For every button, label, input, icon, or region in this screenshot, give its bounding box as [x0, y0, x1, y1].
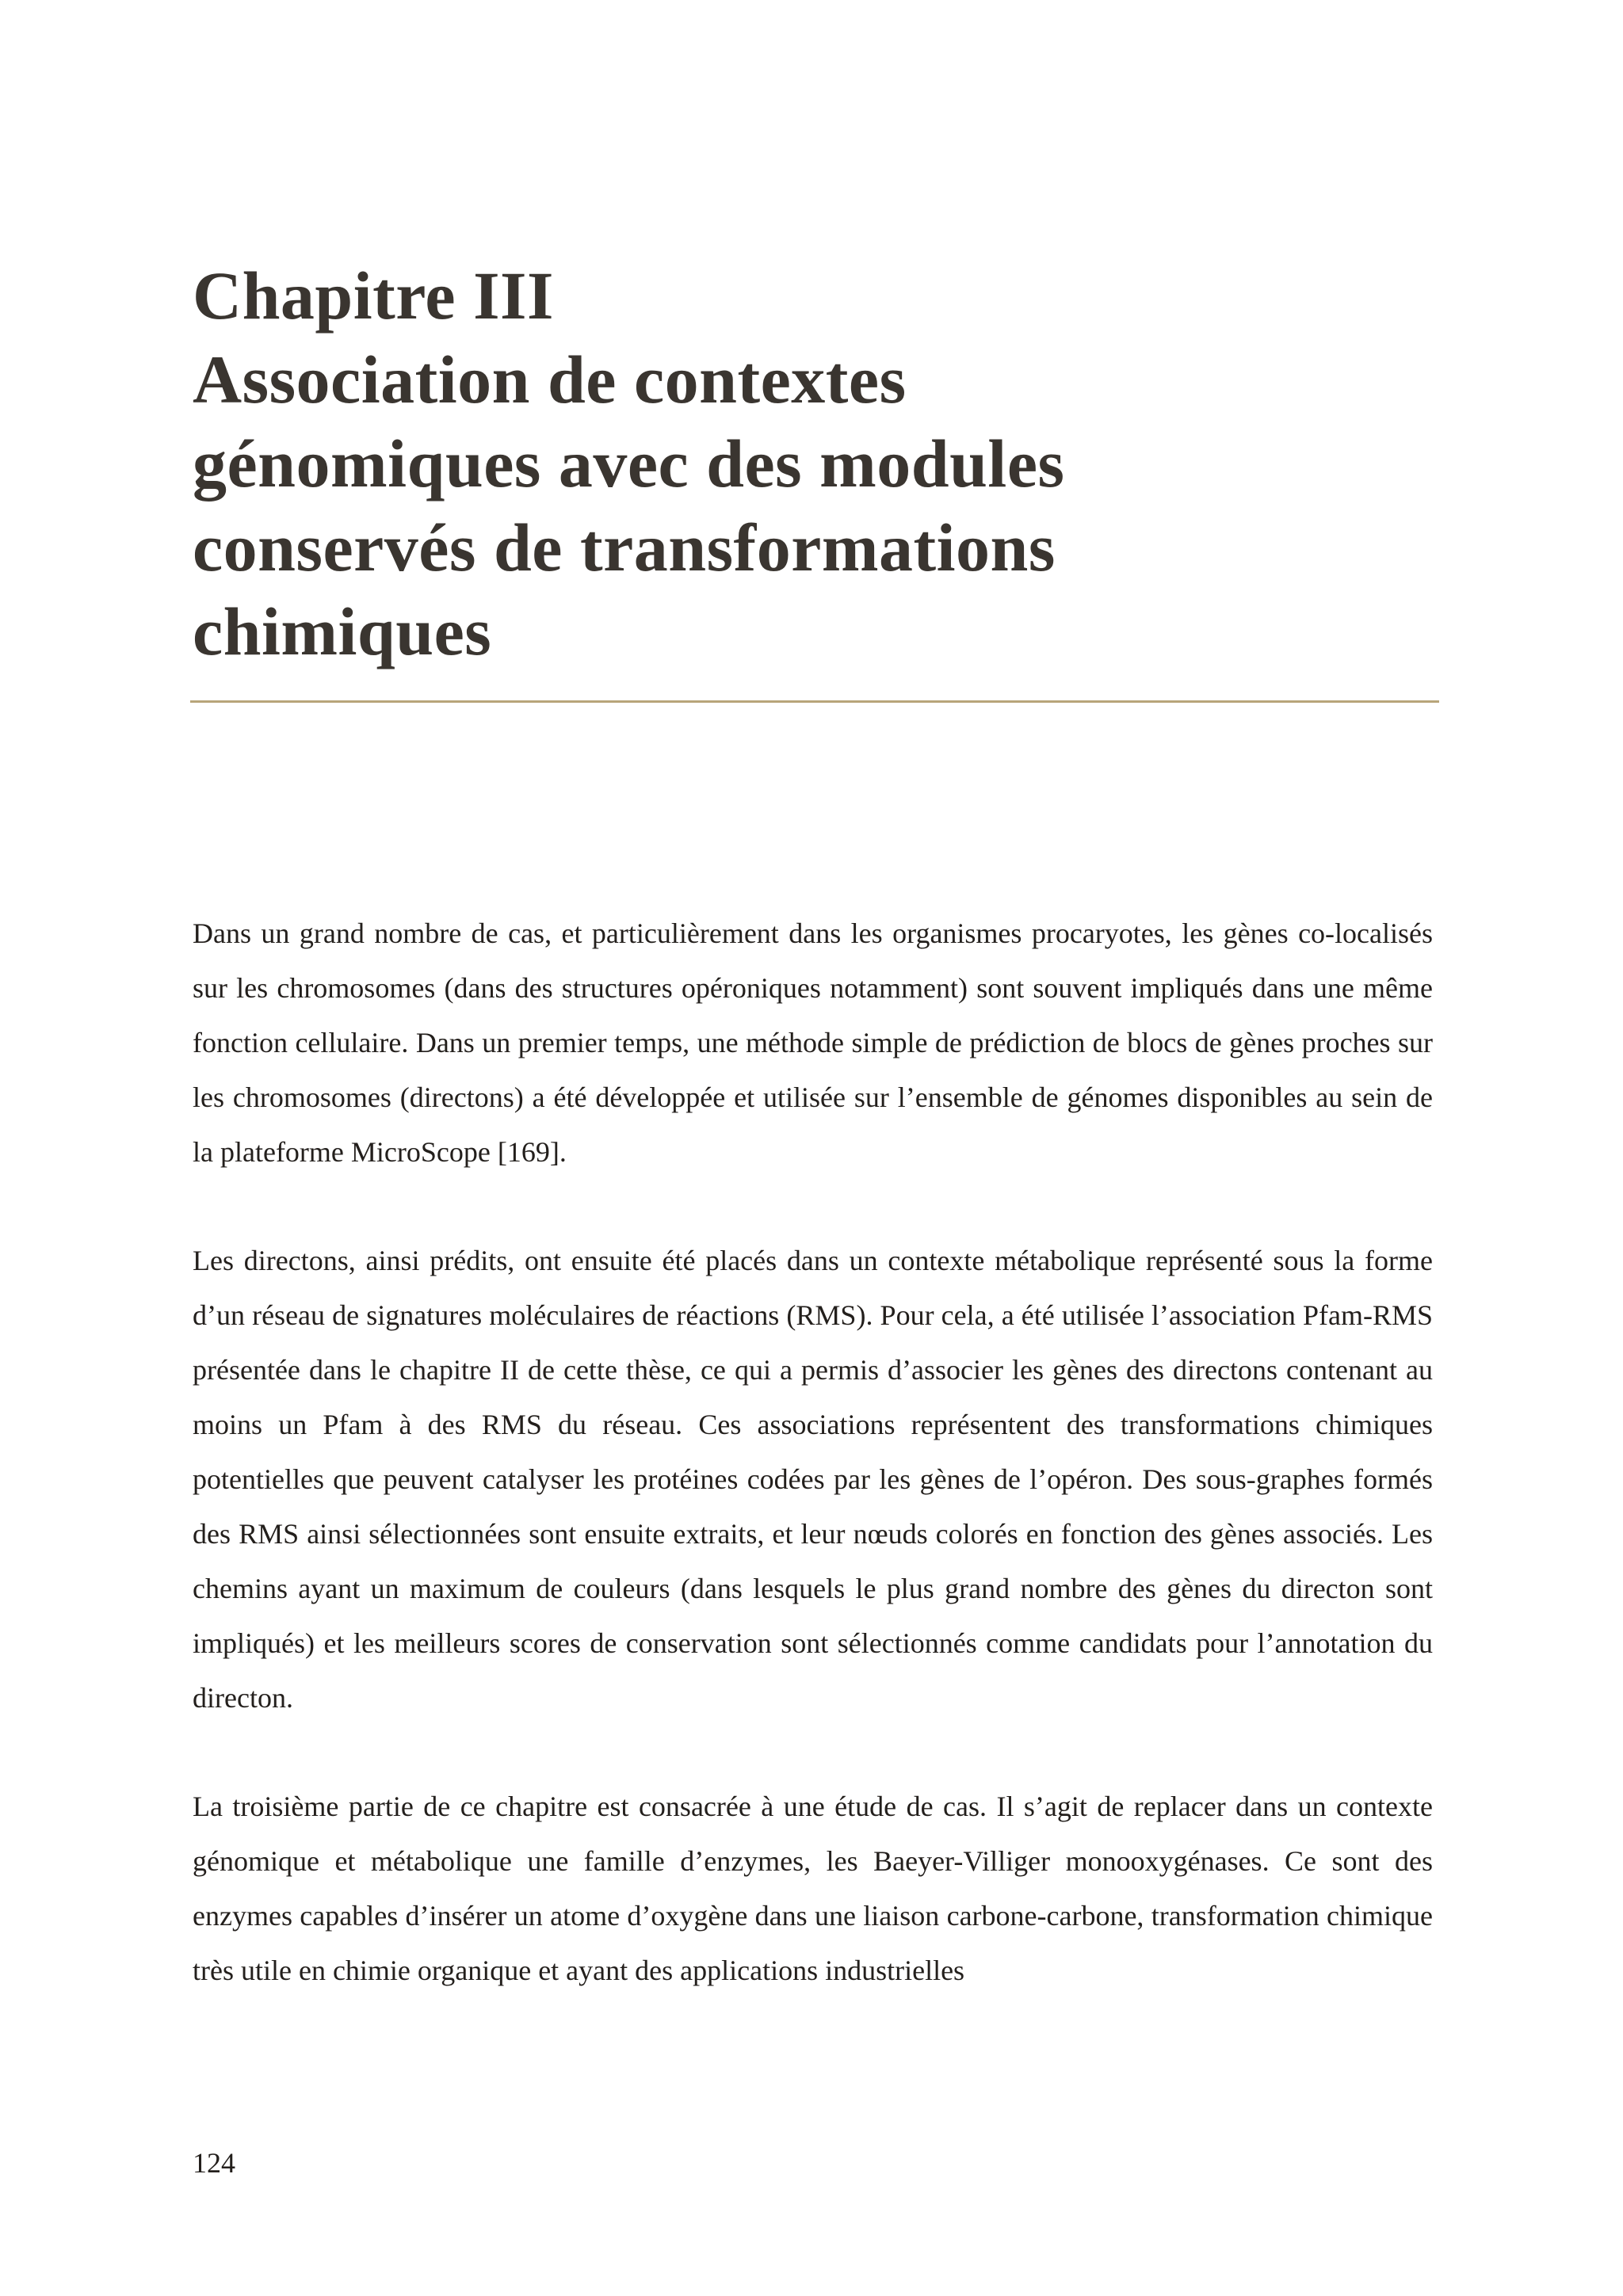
title-divider — [190, 700, 1439, 703]
paragraph: Les directons, ainsi prédits, ont ensuite été placés dans un contexte métabolique représenté sous la forme d’un réseau de signatures moléculaires de réactions (RMS). Pour cela, a été utilisée l’association Pfam-RMS présentée dans le chapitre II de cette thèse, ce qui a permis d’associer les gènes des directons contenant au moins un Pfam à des RMS du réseau. Ces associations représentent des transformations chimiques potentielles que peuvent catalyser les protéines codées par les gènes de l’opéron. Des sous-graphes formés des RMS ainsi sélectionnées sont ensuite extraits, et leur nœuds colorés en fonction des gènes associés. Les chemins ayant un maximum de couleurs (dans lesquels le plus grand nombre des gènes du directon sont impliqués) et les meilleurs scores de conservation sont sélectionnés comme candidats pour l’annotation du directon. — [193, 1245, 1433, 1714]
chapter-title-line: génomiques avec des modules — [193, 425, 1065, 502]
page-number: 124 — [193, 2147, 235, 2179]
chapter-title-line: chimiques — [193, 593, 492, 669]
chapter-label: Chapitre III — [193, 257, 554, 334]
chapter-header — [193, 254, 1437, 673]
chapter-title-line: Association de contextes — [193, 341, 907, 418]
chapter-title — [193, 254, 1437, 673]
body-text — [193, 906, 1433, 2052]
paragraph: La troisième partie de ce chapitre est consacrée à une étude de cas. Il s’agit de replacer dans un contexte génomique et métabolique une famille d’enzymes, les Baeyer-Villiger monooxygénases. Ce sont des enzymes capables d’insérer un atome d’oxygène dans une liaison carbone-carbone, transformation chimique très utile en chimie organique et ayant des applications industrielles — [193, 1791, 1433, 1986]
chapter-title-line: conservés de transformations — [193, 509, 1056, 585]
paragraph: Dans un grand nombre de cas, et particulièrement dans les organismes procaryotes, les gènes co-localisés sur les chromosomes (dans des structures opéroniques notamment) sont souvent impliqués dans une même fonction cellulaire. Dans un premier temps, une méthode simple de prédiction de blocs de gènes proches sur les chromosomes (directons) a été développée et utilisée sur l’ensemble de génomes disponibles au sein de la plateforme MicroScope [169]. — [193, 917, 1433, 1168]
